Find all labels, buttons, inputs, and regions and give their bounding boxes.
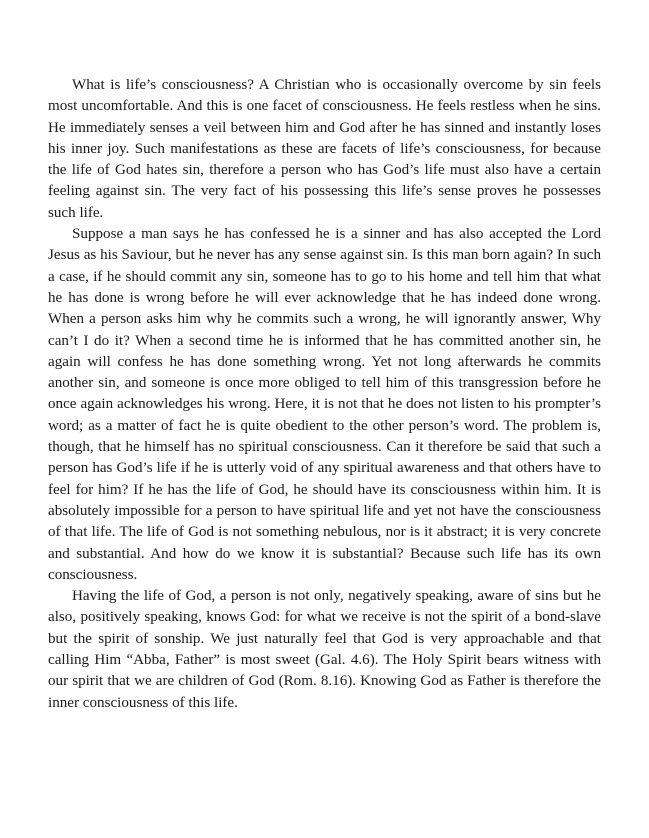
paragraph: Suppose a man says he has confessed he is a sinner and has also accepted the Lord Jesus as his Saviour, but he never has any sense against sin. Is this man born again? In such a case, if he should commit any sin, someone has to go to his home and tell him that what he has done is wrong before he will ever acknowledge that he has indeed done wrong. When a person asks him why he commits such a wrong, he will ignorantly answer, Why can’t I do it? When a second time he is informed that he has committed another sin, he again will confess he has done something wrong. Yet not long afterwards he commits another sin, and someone is once more obliged to tell him of this transgression before he once again acknowledges his wrong. Here, it is not that he does not listen to his prompter’s word; as a matter of fact he is quite obedient to the other person’s word. The problem is, though, that he himself has no spiritual consciousness. Can it therefore be said that such a person has God’s life if he is utterly void of any spiritual awareness and that others have to feel for him? If he has the life of God, he should have its consciousness within him. It is absolutely impossible for a person to have spiritual life and yet not have the consciousness of that life. The life of God is not something nebulous, nor is it abstract; it is very concrete and substantial. And how do we know it is substantial? Because such life has its own consciousness. [48,226,601,583]
page-body [48,75,601,714]
paragraph: Having the life of God, a person is not only, negatively speaking, aware of sins but he also, positively speaking, knows God: for what we receive is not the spirit of a bond-slave but the spirit of sonship. We just naturally feel that God is very approachable and that calling Him “Abba, Father” is most sweet (Gal. 4.6). The Holy Spirit bears witness with our spirit that we are children of God (Rom. 8.16). Knowing God as Father is therefore the inner consciousness of this life. [48,588,601,711]
paragraph: What is life’s consciousness? A Christian who is occasionally overcome by sin feels most uncomfortable. And this is one facet of consciousness. He feels restless when he sins. He immediately senses a veil between him and God after he has sinned and instantly loses his inner joy. Such manifestations as these are facets of life’s consciousness, for because the life of God hates sin, therefore a person who has God’s life must also have a certain feeling against sin. The very fact of his possessing this life’s sense proves he possesses such life. [48,77,601,221]
